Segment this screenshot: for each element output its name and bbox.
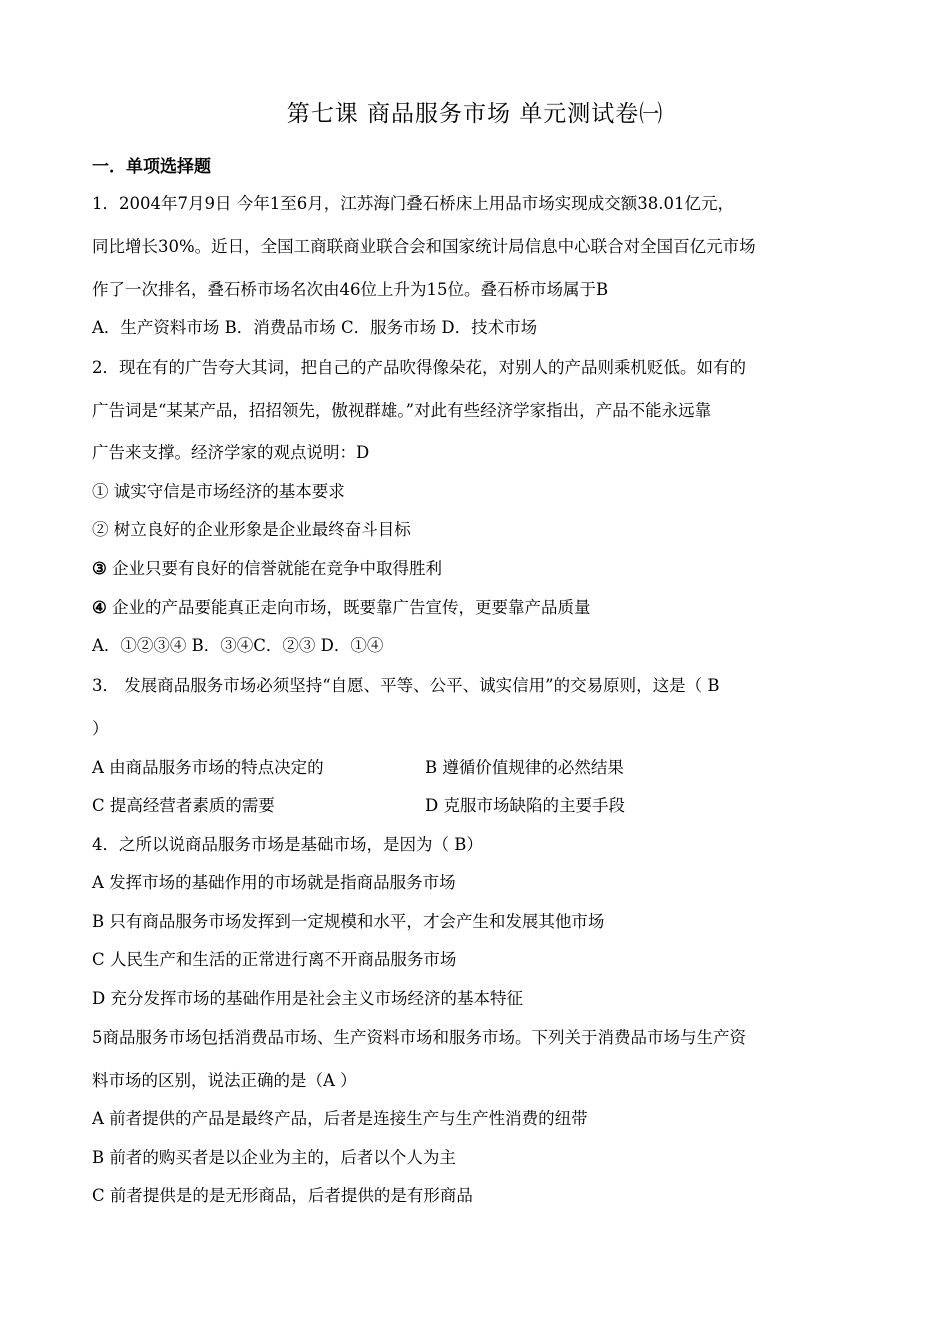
q3-line-2: ） [92,719,109,738]
q2-statement-3-text: 企业只要有良好的信誉就能在竞争中取得胜利 [106,559,443,578]
q3-option-b: B 遵循价值规律的必然结果 [425,758,624,777]
q2-line-3: 广告来支撑。经济学家的观点说明：D [92,443,370,462]
q4-option-d: D 充分发挥市场的基础作用是社会主义市场经济的基本特征 [92,989,523,1008]
q2-statement-1: ① 诚实守信是市场经济的基本要求 [92,482,345,501]
q5-line-1: 5商品服务市场包括消费品市场、生产资料市场和服务市场。下列关于消费品市场与生产资 [92,1028,746,1047]
q3-line-1: 3． 发展商品服务市场必须坚持“自愿、平等、公平、诚实信用”的交易原则，这是（ B [92,676,720,695]
q4-option-b: B 只有商品服务市场发挥到一定规模和水平，才会产生和发展其他市场 [92,912,605,931]
q2-statement-2: ② 树立良好的企业形象是企业最终奋斗目标 [92,520,411,539]
q1-line-3: 作了一次排名，叠石桥市场名次由46位上升为15位。叠石桥市场属于B [92,280,609,299]
q1-line-1: 1．2004年7月9日 今年1至6月，江苏海门叠石桥床上用品市场实现成交额38.01亿元， [92,194,734,213]
q2-line-2: 广告词是“某某产品，招招领先，傲视群雄。”对此有些经济学家指出，产品不能永远靠 [92,401,712,420]
q3-option-d: D 克服市场缺陷的主要手段 [425,796,625,815]
q4-option-a: A 发挥市场的基础作用的市场就是指商品服务市场 [92,873,456,892]
q2-statement-4-mark: ④ [92,598,107,617]
q5-option-a: A 前者提供的产品是最终产品，后者是连接生产与生产性消费的纽带 [92,1109,588,1128]
q2-statement-3-mark: ③ [92,559,107,578]
q1-options: A．生产资料市场 B．消费品市场 C．服务市场 D．技术市场 [92,318,538,337]
q5-option-b: B 前者的购买者是以企业为主的，后者以个人为主 [92,1148,456,1167]
section-heading: 一．单项选择题 [92,157,211,177]
q2-statement-3 [92,556,442,582]
q5-option-c: C 前者提供是的是无形商品，后者提供的是有形商品 [92,1186,473,1205]
q1-line-2: 同比增长30%。近日，全国工商联商业联合会和国家统计局信息中心联合对全国百亿元市场 [92,237,756,256]
q4-line-1: 4．之所以说商品服务市场是基础市场，是因为（ B） [92,835,483,854]
q2-options: A．①②③④ B．③④C．②③ D．①④ [92,636,384,655]
q3-option-c: C 提高经营者素质的需要 [92,796,275,815]
page-title: 第七课 商品服务市场 单元测试卷㈠ [286,101,664,127]
q4-option-c: C 人民生产和生活的正常进行离不开商品服务市场 [92,950,457,969]
q2-line-1: 2．现在有的广告夸大其词，把自己的产品吹得像朵花，对别人的产品则乘机贬低。如有的 [92,358,746,377]
q2-statement-4-text: 企业的产品要能真正走向市场，既要靠广告宣传，更要靠产品质量 [106,598,591,617]
q5-line-2: 料市场的区别，说法正确的是（A ） [92,1071,357,1090]
q2-statement-4 [92,595,591,621]
q3-option-a: A 由商品服务市场的特点决定的 [92,758,324,777]
